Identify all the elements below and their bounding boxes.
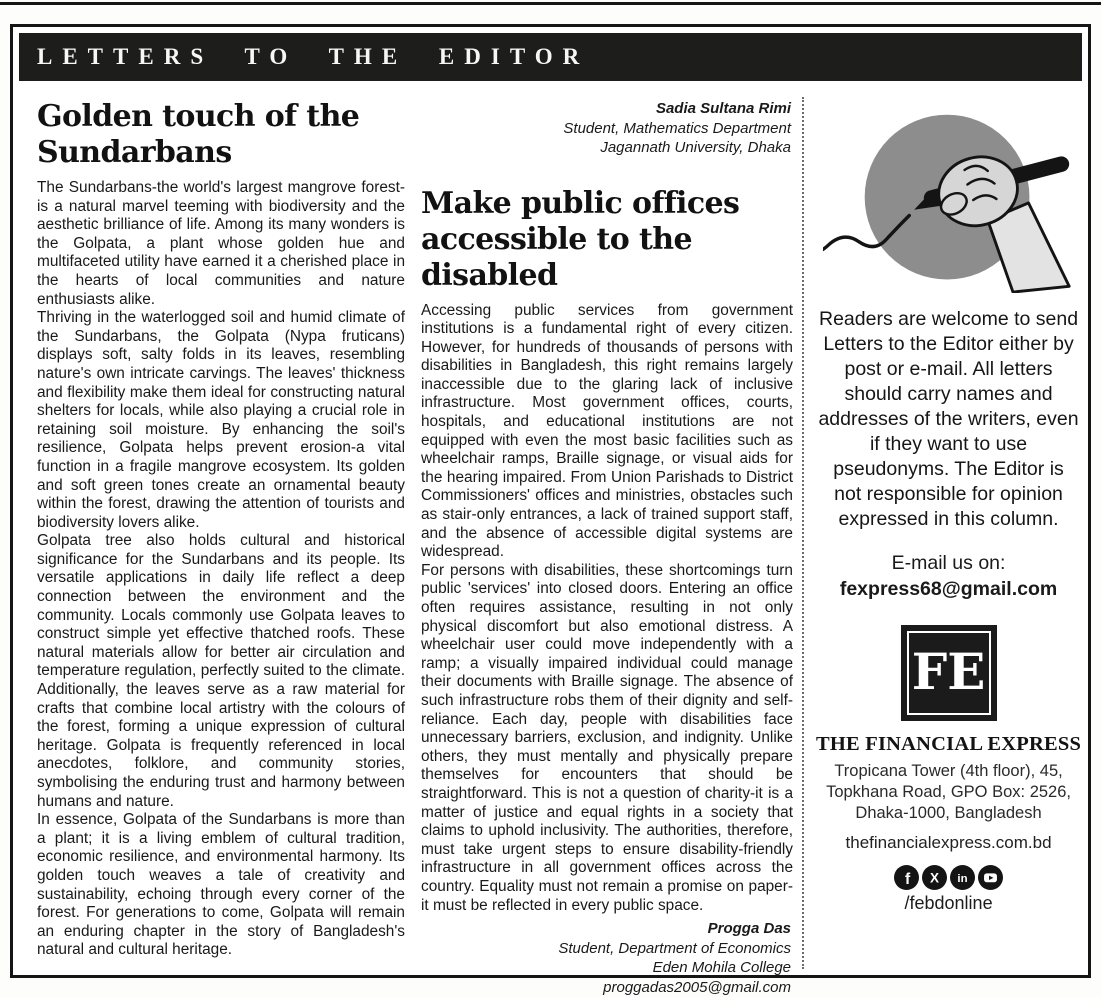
section-banner-title: LETTERS TO THE EDITOR (37, 44, 590, 69)
section-banner (19, 33, 1082, 81)
address-line-3: Dhaka-1000, Bangladesh (855, 804, 1042, 822)
letters-section-frame (10, 24, 1091, 996)
fe-logo-text: FE (911, 642, 986, 701)
readers-notice: Readers are welcome to send Letters to the Editor either by post or e-mail. All letters should carry names and addresses of the writers, even if they want to use pseudonyms. The Editor is not responsible for opinion expressed in this column. (818, 308, 1079, 530)
paragraph: Thriving in the waterlogged soil and humid climate of the Sundarbans, the Golpata (Nypa fruticans) displays soft, salty folds in its leaves, resembling nature's own intricate carvings. The leaves' thickness and flexibility make them ideal for constructing natural shelters for locals, while also playing a crucial role in retaining soil moisture. By enhancing the soil's resilience, Golpata helps prevent erosion-a vital function in a fragile mangrove ecosystem. Its golden and soft green tones create an ornamental beauty within the forest, drawing the attention of tourists and biodiversity lovers alike. (37, 309, 405, 531)
letter-body-golden-touch (37, 179, 405, 960)
social-handle: /febdonline (904, 893, 993, 913)
newspaper-name: THE FINANCIAL EXPRESS (816, 733, 1082, 755)
author-name: Sadia Sultana Rimi (655, 100, 791, 117)
author-affiliation: Student, Mathematics Department (563, 119, 791, 137)
fe-logo-inner-border (907, 631, 991, 715)
svg-text:f: f (904, 870, 911, 888)
paragraph: In essence, Golpata of the Sundarbans is more than a plant; it is a living emblem of cultural tradition, economic resilience, and environmental harmony. Its golden touch weaves a tale of creativity and sustainability, echoing through every corner of the forest. For generations to come, Golpata will remain an enduring chapter in the story of Bangladesh's natural and cultural heritage. (37, 811, 405, 959)
paragraph: Accessing public services from government institutions is a fundamental right of every citizen. However, for hundreds of thousands of persons with disabilities in Bangladesh, this right remains largely inaccessible due to the glaring lack of inclusive infrastructure. Most government offices, courts, hospitals, and educational institutions are not equipped with even the most basic facilities such as wheelchair ramps, Braille signage, or visual aids for the hearing impaired. From Union Parishads to District Commissioners' offices and ministries, obstacles such as stair-only entrances, a lack of trained support staff, and the absence of accessible digital systems are widespread. (421, 301, 793, 561)
author-email: proggadas2005@gmail.com (603, 978, 791, 996)
svg-text:X: X (930, 870, 940, 886)
youtube-icon (978, 865, 1003, 890)
hand-writing-pen-illustration (823, 107, 1075, 293)
address-line-2: Topkhana Road, GPO Box: 2526, (826, 783, 1071, 801)
paragraph: The Sundarbans-the world's largest mangrove forest-is a natural marvel teeming with biodiversity and the aesthetic brilliance of life. Among its many wonders is the Golpata, a plant whose golden hue and multifaceted utility have earned it a cherished place in the hearts of local communities and nature enthusiasts alike. (37, 179, 405, 308)
publisher-address (826, 761, 1071, 824)
linkedin-icon (950, 865, 975, 890)
email-label: E-mail us on: (891, 552, 1006, 574)
svg-text:in: in (957, 873, 968, 886)
letter-title-golden-touch: Golden touch of the Sundarbans (37, 99, 360, 170)
paragraph: Golpata tree also holds cultural and historical significance for the Sundarbans and its people. Its versatile applications in daily life reflect a deep connection between the environment and the community. Locals commonly use Golpata leaves to construct simple yet effective thatched roofs. These natural materials allow for better air circulation and temperature regulation, perfectly suited to the climate. Additionally, the leaves serve as a raw material for crafts that combine local artistry with the colours of the forest, forming a unique expression of cultural heritage. Golpata is frequently referenced in local anecdotes, folklore, and community stories, symbolising the enduring trust and harmony between humans and nature. (37, 532, 405, 810)
byline-first-letter (421, 99, 791, 158)
fe-logo (901, 625, 997, 721)
paragraph: For persons with disabilities, these shortcomings turn public 'services' into closed doors. Entering an office often requires assistance, resulting in not only physical discomfort but also emotional distress. A wheelchair user could move independently with a ramp; a visually impaired individual could manage their documents with Braille signage. The absence of such infrastructure robs them of their dignity and self-reliance. Each day, people with disabilities face unnecessary barriers, exclusion, and indignity. Unlike others, they must mentally and physically prepare themselves for encounters that should be straightforward. This is not a question of charity-it is a matter of justice and equal rights in a society that claims to uphold inclusivity. The authorities, therefore, must take urgent steps to ensure disability-friendly infrastructure in all government offices across the country. Equality must not remain a promise on paper-it must be reflected in every public space. (421, 561, 793, 914)
x-twitter-icon (922, 865, 947, 890)
author-institution: Jagannath University, Dhaka (600, 139, 791, 156)
address-line-1: Tropicana Tower (4th floor), 45, (834, 762, 1063, 780)
facebook-icon (894, 865, 919, 890)
letter-body-public-offices (421, 302, 793, 916)
editor-email-address: fexpress68@gmail.com (839, 578, 1058, 600)
letter-title-public-offices: Make public offices accessible to the disabled (421, 185, 740, 293)
letter-public-offices (421, 97, 793, 996)
columns-container (37, 97, 1082, 996)
byline-second-letter (421, 919, 791, 997)
letter-golden-touch (37, 97, 405, 969)
author-name: Progga Das (707, 920, 791, 938)
social-icons-row (894, 865, 1003, 890)
author-institution: Eden Mohila College (652, 959, 791, 977)
website-url: thefinancialexpress.com.bd (845, 833, 1052, 852)
sidebar (802, 97, 1087, 969)
author-affiliation: Student, Department of Economics (558, 939, 791, 957)
page-top-rule (0, 2, 1101, 5)
